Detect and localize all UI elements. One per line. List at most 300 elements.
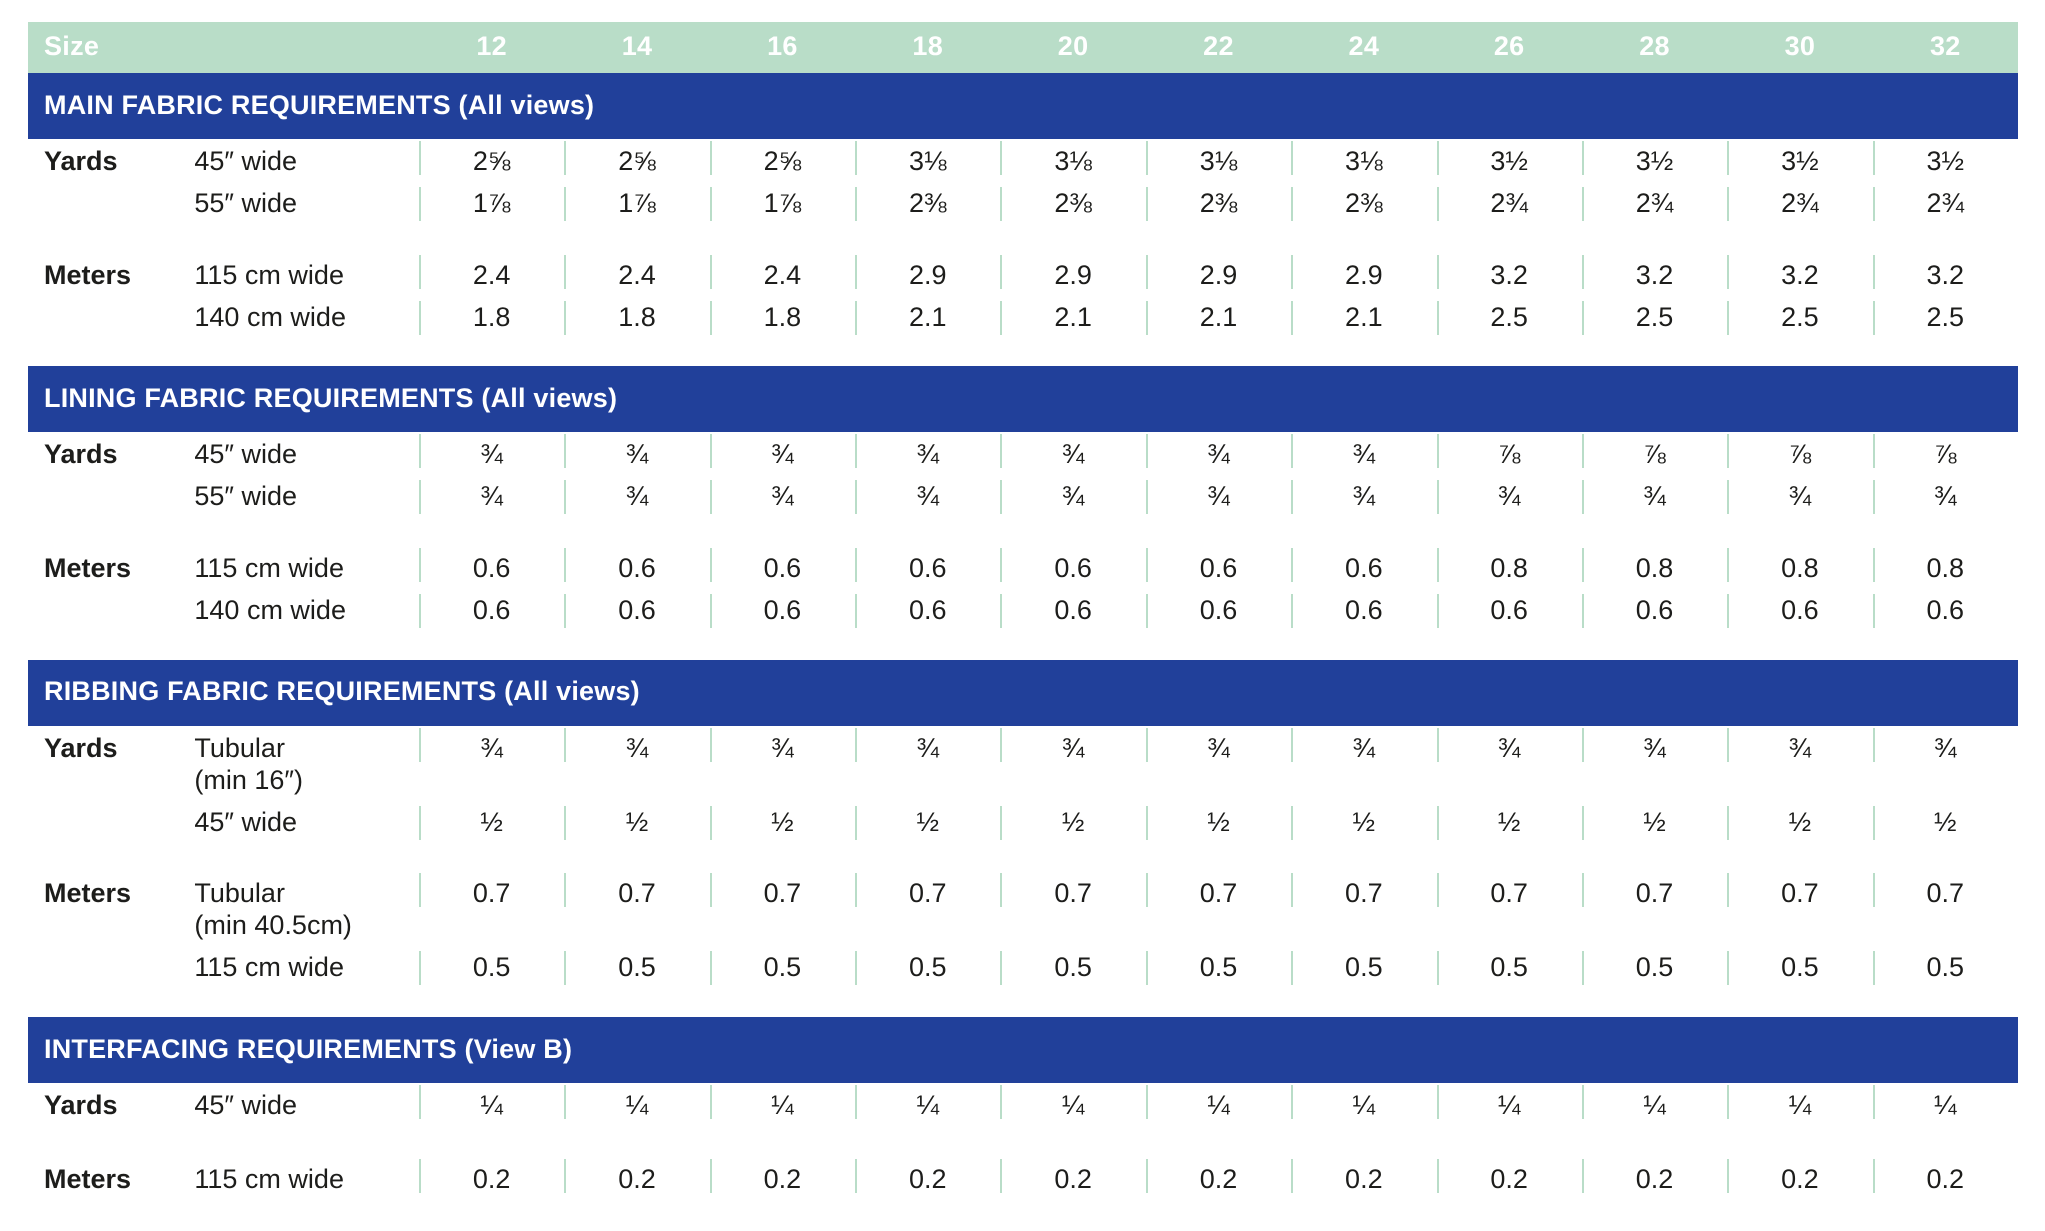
column-divider [1000, 187, 1002, 221]
column-divider [564, 951, 566, 985]
column-divider [1873, 1085, 1875, 1119]
column-divider [419, 480, 421, 514]
spacer-row [28, 989, 2018, 1017]
column-divider [1000, 480, 1002, 514]
yardage-value: 2.4 [710, 253, 855, 299]
yardage-value: 0.7 [419, 871, 564, 949]
column-divider [1146, 141, 1148, 175]
yardage-value: ½ [855, 804, 1000, 844]
spacer-cell [28, 989, 2018, 1017]
table-body [28, 73, 2018, 1231]
yardage-value: 0.2 [1727, 1157, 1872, 1203]
column-divider [1727, 951, 1729, 985]
yardage-value: 0.6 [1437, 592, 1582, 632]
yardage-value: 2.5 [1582, 299, 1727, 339]
spacer-cell [28, 1129, 2018, 1157]
yardage-value: 0.7 [1000, 871, 1145, 949]
yardage-value: 3.2 [1727, 253, 1872, 299]
section-band-label: MAIN FABRIC REQUIREMENTS (All views) [28, 73, 2018, 139]
yardage-value: ½ [1000, 804, 1145, 844]
column-divider [1146, 1159, 1148, 1193]
column-divider [710, 548, 712, 582]
yardage-value: 0.7 [710, 871, 855, 949]
width-label: Tubular (min 40.5cm) [194, 878, 352, 941]
column-divider [1582, 255, 1584, 289]
column-divider [1727, 1159, 1729, 1193]
yardage-value: ¼ [1000, 1083, 1145, 1129]
column-divider [1873, 806, 1875, 840]
table-row [28, 1157, 2018, 1203]
yardage-value: 3.2 [1437, 253, 1582, 299]
yardage-value: 0.2 [1582, 1157, 1727, 1203]
yardage-value: 3½ [1582, 139, 1727, 185]
column-divider [1146, 873, 1148, 907]
section-band-row [28, 73, 2018, 139]
yardage-value: 2.9 [1146, 253, 1291, 299]
column-divider [855, 951, 857, 985]
column-divider [1873, 548, 1875, 582]
column-divider [564, 594, 566, 628]
column-divider [564, 141, 566, 175]
column-divider [419, 255, 421, 289]
size-column-header: 12 [419, 22, 564, 73]
size-column-header: 24 [1291, 22, 1436, 73]
yardage-value: 3⅛ [1000, 139, 1145, 185]
yardage-value: ¾ [1437, 726, 1582, 804]
column-divider [1727, 728, 1729, 762]
column-divider [419, 728, 421, 762]
section-band-label: LINING FABRIC REQUIREMENTS (All views) [28, 366, 2018, 432]
column-divider [855, 728, 857, 762]
column-divider [855, 548, 857, 582]
yardage-value: ¼ [564, 1083, 709, 1129]
yardage-value: ¾ [1146, 478, 1291, 518]
unit-label [28, 185, 186, 225]
yardage-value: ¾ [1291, 478, 1436, 518]
column-divider [564, 728, 566, 762]
column-divider [1291, 1085, 1293, 1119]
yardage-value: 2.9 [855, 253, 1000, 299]
yardage-value: ¾ [1727, 478, 1872, 518]
size-header-label: Size [28, 22, 419, 73]
column-divider [1727, 548, 1729, 582]
column-divider [1582, 187, 1584, 221]
size-column-header: 28 [1582, 22, 1727, 73]
yardage-value: 0.6 [855, 592, 1000, 632]
column-divider [1582, 873, 1584, 907]
size-column-header: 22 [1146, 22, 1291, 73]
spacer-row [28, 225, 2018, 253]
yardage-value: 0.2 [564, 1157, 709, 1203]
column-divider [1582, 806, 1584, 840]
yardage-value: 0.2 [419, 1157, 564, 1203]
column-divider [710, 434, 712, 468]
yardage-value: 0.2 [1146, 1157, 1291, 1203]
yardage-value: 0.5 [1727, 949, 1872, 989]
yardage-value: 0.5 [1000, 949, 1145, 989]
column-divider [1146, 594, 1148, 628]
yardage-value: ¾ [419, 432, 564, 478]
column-divider [1000, 548, 1002, 582]
column-divider [1146, 1085, 1148, 1119]
yardage-value: ¾ [1727, 726, 1872, 804]
yardage-value: 0.7 [564, 871, 709, 949]
yardage-value: ¾ [1146, 432, 1291, 478]
column-divider [1582, 728, 1584, 762]
yardage-value: ¾ [1873, 726, 2018, 804]
yardage-value: 0.2 [1000, 1157, 1145, 1203]
column-divider [1582, 594, 1584, 628]
yardage-value: ¾ [1582, 478, 1727, 518]
column-divider [1437, 434, 1439, 468]
section-band-label: RIBBING FABRIC REQUIREMENTS (All views) [28, 660, 2018, 726]
yardage-value: 0.2 [855, 1157, 1000, 1203]
column-divider [710, 480, 712, 514]
size-column-header: 32 [1873, 22, 2018, 73]
yardage-value: 3⅛ [1146, 139, 1291, 185]
yardage-value: 0.6 [1873, 592, 2018, 632]
column-divider [564, 434, 566, 468]
column-divider [1582, 434, 1584, 468]
fabric-requirements-table [28, 22, 2018, 1231]
column-divider [1291, 434, 1293, 468]
yardage-value: 0.2 [1873, 1157, 2018, 1203]
column-divider [419, 594, 421, 628]
column-divider [710, 951, 712, 985]
column-divider [564, 301, 566, 335]
column-divider [1291, 1159, 1293, 1193]
column-divider [855, 434, 857, 468]
yardage-value: ½ [1727, 804, 1872, 844]
column-divider [1291, 141, 1293, 175]
column-divider [1000, 728, 1002, 762]
size-column-header: 20 [1000, 22, 1145, 73]
column-divider [1146, 806, 1148, 840]
yardage-value: ½ [1582, 804, 1727, 844]
width-label: 45″ wide [194, 439, 298, 470]
yardage-value: ¼ [1582, 1083, 1727, 1129]
yardage-value: 0.7 [855, 871, 1000, 949]
column-divider [1437, 594, 1439, 628]
yardage-value: ¾ [1000, 726, 1145, 804]
unit-label: Yards [44, 439, 118, 470]
spacer-cell [28, 225, 2018, 253]
yardage-value: ½ [419, 804, 564, 844]
unit-label: Meters [44, 259, 132, 290]
yardage-value: ½ [1873, 804, 2018, 844]
column-divider [1146, 301, 1148, 335]
yardage-value: 0.6 [1291, 592, 1436, 632]
spacer-row [28, 518, 2018, 546]
yardage-value: 0.7 [1873, 871, 2018, 949]
yardage-value: 2.4 [564, 253, 709, 299]
column-divider [1727, 301, 1729, 335]
column-divider [1873, 255, 1875, 289]
column-divider [710, 187, 712, 221]
column-divider [1291, 951, 1293, 985]
column-divider [1437, 728, 1439, 762]
yardage-value: 0.7 [1582, 871, 1727, 949]
yardage-value: 2.1 [1000, 299, 1145, 339]
yardage-value: ½ [710, 804, 855, 844]
width-label: 45″ wide [194, 806, 298, 837]
table-row [28, 804, 2018, 844]
yardage-value: 0.6 [1727, 592, 1872, 632]
column-divider [1727, 187, 1729, 221]
column-divider [1291, 594, 1293, 628]
column-divider [419, 873, 421, 907]
yardage-value: 3.2 [1873, 253, 2018, 299]
column-divider [1873, 480, 1875, 514]
yardage-value: 0.6 [1000, 546, 1145, 592]
column-divider [1000, 806, 1002, 840]
column-divider [855, 141, 857, 175]
width-label: 45″ wide [194, 146, 298, 176]
yardage-value: 0.5 [1146, 949, 1291, 989]
yardage-value: ¼ [1873, 1083, 2018, 1129]
column-divider [710, 301, 712, 335]
column-divider [1437, 1085, 1439, 1119]
column-divider [1727, 1085, 1729, 1119]
table-row [28, 1083, 2018, 1129]
yardage-value: ¾ [855, 726, 1000, 804]
column-divider [1727, 806, 1729, 840]
column-divider [1000, 255, 1002, 289]
yardage-value: ¼ [1291, 1083, 1436, 1129]
yardage-value: 0.2 [710, 1157, 855, 1203]
yardage-value: 0.8 [1437, 546, 1582, 592]
column-divider [1146, 480, 1148, 514]
yardage-value: ¼ [1437, 1083, 1582, 1129]
column-divider [1437, 301, 1439, 335]
column-divider [1437, 141, 1439, 175]
size-header-row [28, 22, 2018, 73]
yardage-value: 1⅞ [710, 185, 855, 225]
unit-label: Meters [44, 553, 132, 584]
yardage-value: ½ [564, 804, 709, 844]
yardage-value: 2¾ [1873, 185, 2018, 225]
column-divider [1000, 434, 1002, 468]
column-divider [1146, 951, 1148, 985]
unit-label [28, 949, 186, 989]
spacer-cell [28, 843, 2018, 871]
width-label: 115 cm wide [194, 952, 344, 983]
yardage-value: 2¾ [1727, 185, 1872, 225]
column-divider [419, 141, 421, 175]
unit-label [28, 592, 186, 632]
unit-label: Yards [44, 1090, 118, 1121]
yardage-value: ¾ [1291, 432, 1436, 478]
width-label: 55″ wide [194, 481, 298, 512]
yardage-value: 1.8 [419, 299, 564, 339]
yardage-value: ¾ [419, 726, 564, 804]
table-row [28, 185, 2018, 225]
yardage-value: 0.6 [419, 546, 564, 592]
yardage-value: ¾ [1146, 726, 1291, 804]
yardage-value: 0.7 [1437, 871, 1582, 949]
table-row [28, 478, 2018, 518]
column-divider [855, 301, 857, 335]
yardage-value: ¾ [710, 478, 855, 518]
column-divider [1000, 141, 1002, 175]
yardage-value: ¾ [710, 726, 855, 804]
column-divider [419, 1085, 421, 1119]
column-divider [1727, 255, 1729, 289]
table-row [28, 949, 2018, 989]
column-divider [1727, 434, 1729, 468]
yardage-value: 0.5 [419, 949, 564, 989]
yardage-value: 2.5 [1437, 299, 1582, 339]
yardage-value: ¼ [1727, 1083, 1872, 1129]
yardage-value: ¾ [564, 432, 709, 478]
column-divider [1291, 873, 1293, 907]
column-divider [1146, 434, 1148, 468]
yardage-value: 2¾ [1582, 185, 1727, 225]
yardage-value: 2.5 [1727, 299, 1872, 339]
column-divider [710, 141, 712, 175]
table-header [28, 22, 2018, 73]
yardage-value: 2⅝ [419, 139, 564, 185]
column-divider [1146, 255, 1148, 289]
table-row [28, 546, 2018, 592]
column-divider [564, 1159, 566, 1193]
column-divider [1727, 141, 1729, 175]
section-band-row [28, 1017, 2018, 1083]
column-divider [1291, 806, 1293, 840]
unit-label [28, 478, 186, 518]
yardage-value: 0.7 [1291, 871, 1436, 949]
yardage-value: 2⅜ [855, 185, 1000, 225]
spacer-row [28, 632, 2018, 660]
section-band-label: INTERFACING REQUIREMENTS (View B) [28, 1017, 2018, 1083]
column-divider [1437, 951, 1439, 985]
column-divider [1146, 187, 1148, 221]
yardage-value: 2⅜ [1291, 185, 1436, 225]
width-label: 115 cm wide [194, 259, 344, 290]
width-label: 115 cm wide [194, 1163, 344, 1194]
width-label: 115 cm wide [194, 553, 344, 584]
yardage-value: ¼ [1146, 1083, 1291, 1129]
yardage-value: 0.6 [1000, 592, 1145, 632]
yardage-value: ¾ [564, 478, 709, 518]
yardage-value: 0.6 [564, 546, 709, 592]
column-divider [855, 806, 857, 840]
spacer-row [28, 338, 2018, 366]
spacer-cell [28, 1203, 2018, 1231]
yardage-value: 0.8 [1727, 546, 1872, 592]
column-divider [1437, 187, 1439, 221]
section-band-row [28, 660, 2018, 726]
table-row [28, 726, 2018, 804]
column-divider [419, 548, 421, 582]
column-divider [1437, 873, 1439, 907]
column-divider [1873, 594, 1875, 628]
column-divider [1873, 434, 1875, 468]
column-divider [1582, 548, 1584, 582]
column-divider [855, 594, 857, 628]
column-divider [1873, 728, 1875, 762]
column-divider [855, 873, 857, 907]
spacer-row [28, 843, 2018, 871]
column-divider [1291, 255, 1293, 289]
unit-label: Yards [44, 146, 118, 176]
column-divider [1582, 1159, 1584, 1193]
table-row [28, 871, 2018, 949]
table-row [28, 592, 2018, 632]
yardage-value: ¼ [855, 1083, 1000, 1129]
yardage-value: 0.5 [564, 949, 709, 989]
yardage-value: 1⅞ [564, 185, 709, 225]
unit-label: Yards [44, 732, 118, 763]
column-divider [710, 873, 712, 907]
column-divider [710, 255, 712, 289]
yardage-value: 3½ [1873, 139, 2018, 185]
column-divider [419, 301, 421, 335]
yardage-value: ½ [1146, 804, 1291, 844]
column-divider [1291, 480, 1293, 514]
yardage-value: 0.6 [855, 546, 1000, 592]
yardage-value: 0.6 [419, 592, 564, 632]
column-divider [1437, 548, 1439, 582]
column-divider [1000, 1159, 1002, 1193]
column-divider [710, 1085, 712, 1119]
unit-label: Meters [44, 1163, 132, 1194]
yardage-value: 2.9 [1000, 253, 1145, 299]
spacer-cell [28, 632, 2018, 660]
table-row [28, 432, 2018, 478]
size-column-header: 16 [710, 22, 855, 73]
yardage-value: ¼ [419, 1083, 564, 1129]
column-divider [1582, 480, 1584, 514]
yardage-value: 0.5 [1437, 949, 1582, 989]
yardage-value: 0.7 [1146, 871, 1291, 949]
column-divider [1582, 1085, 1584, 1119]
column-divider [419, 1159, 421, 1193]
table-row [28, 139, 2018, 185]
column-divider [1873, 1159, 1875, 1193]
size-column-header: 14 [564, 22, 709, 73]
column-divider [564, 1085, 566, 1119]
column-divider [1000, 301, 1002, 335]
yardage-value: ¾ [1873, 478, 2018, 518]
yardage-value: 3⅛ [855, 139, 1000, 185]
column-divider [564, 255, 566, 289]
yardage-value: 2⅝ [564, 139, 709, 185]
yardage-value: ¾ [419, 478, 564, 518]
yardage-value: ¾ [1291, 726, 1436, 804]
yardage-value: 2.4 [419, 253, 564, 299]
column-divider [1000, 1085, 1002, 1119]
column-divider [855, 1159, 857, 1193]
yardage-value: 0.6 [710, 592, 855, 632]
column-divider [1582, 951, 1584, 985]
yardage-value: 0.5 [855, 949, 1000, 989]
yardage-value: 1.8 [564, 299, 709, 339]
column-divider [1437, 806, 1439, 840]
yardage-value: ¾ [710, 432, 855, 478]
column-divider [710, 806, 712, 840]
unit-label: Meters [44, 878, 132, 909]
column-divider [564, 480, 566, 514]
yardage-value: 0.7 [1727, 871, 1872, 949]
yardage-value: 0.2 [1437, 1157, 1582, 1203]
column-divider [1000, 873, 1002, 907]
yardage-value: 0.6 [1582, 592, 1727, 632]
yardage-value: 0.5 [1582, 949, 1727, 989]
yardage-value: 0.6 [710, 546, 855, 592]
column-divider [710, 728, 712, 762]
yardage-value: ⅞ [1727, 432, 1872, 478]
